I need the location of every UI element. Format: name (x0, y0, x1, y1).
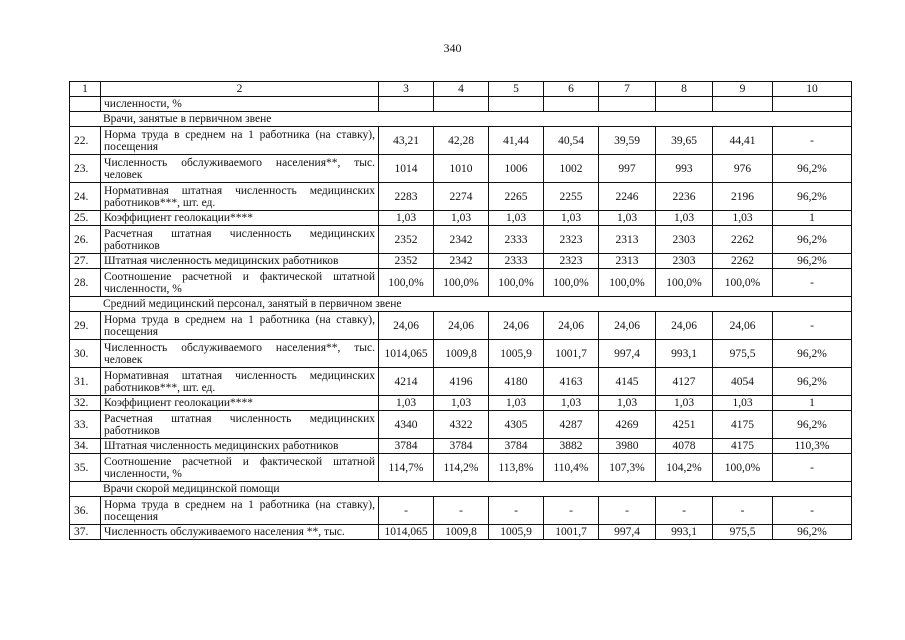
value-cell: 2352 (379, 226, 434, 254)
table-row (70, 411, 852, 439)
value-cell: 1014,065 (379, 340, 434, 368)
row-label: Расчетная штатная численность медицинских работников (101, 411, 379, 439)
table-row (70, 254, 852, 269)
row-label: Коэффициент геолокации**** (101, 396, 379, 411)
section-title: Врачи, занятые в первичном звене (70, 112, 852, 127)
value-cell: 44,41 (713, 127, 773, 155)
value-cell: - (544, 497, 599, 525)
value-cell: 1 (773, 211, 852, 226)
row-label: Численность обслуживаемого населения **, тыс. (101, 525, 379, 540)
value-cell: 2265 (489, 183, 544, 211)
value-cell: 1009,8 (434, 340, 489, 368)
value-cell: 2255 (544, 183, 599, 211)
table-row (70, 396, 852, 411)
value-cell: 1,03 (379, 211, 434, 226)
row-label: Коэффициент геолокации**** (101, 211, 379, 226)
value-cell: 2313 (599, 226, 656, 254)
staffing-table (69, 81, 852, 540)
value-cell: 100,0% (544, 269, 599, 297)
value-cell: 1005,9 (489, 525, 544, 540)
value-cell: 114,2% (434, 454, 489, 482)
row-number: 37. (70, 525, 101, 540)
value-cell: 4163 (544, 368, 599, 396)
value-cell: 2303 (656, 254, 713, 269)
table-row (70, 368, 852, 396)
value-cell: 1 (773, 396, 852, 411)
value-cell: 100,0% (599, 269, 656, 297)
value-cell: 1006 (489, 155, 544, 183)
row-label: Соотношение расчетной и фактической штатной численности, % (101, 454, 379, 482)
value-cell: - (713, 497, 773, 525)
value-cell: 3784 (379, 439, 434, 454)
row-number: 30. (70, 340, 101, 368)
value-cell: 96,2% (773, 340, 852, 368)
header-cell: 6 (544, 82, 599, 97)
value-cell: 96,2% (773, 525, 852, 540)
value-cell: 100,0% (379, 269, 434, 297)
value-cell: 993,1 (656, 340, 713, 368)
row-label: Численность обслуживаемого населения**, тыс. человек (101, 340, 379, 368)
value-cell: 1,03 (656, 396, 713, 411)
table-row (70, 454, 852, 482)
value-cell: 1014,065 (379, 525, 434, 540)
row-label: Численность обслуживаемого населения**, тыс. человек (101, 155, 379, 183)
value-cell: 4214 (379, 368, 434, 396)
section-row (70, 297, 852, 312)
value-cell: 997,4 (599, 525, 656, 540)
value-cell (379, 97, 434, 112)
value-cell: 4180 (489, 368, 544, 396)
value-cell: 2352 (379, 254, 434, 269)
value-cell: 41,44 (489, 127, 544, 155)
row-number: 33. (70, 411, 101, 439)
section-row (70, 112, 852, 127)
value-cell: 1,03 (544, 396, 599, 411)
row-number: 25. (70, 211, 101, 226)
value-cell: 2323 (544, 226, 599, 254)
value-cell: 2236 (656, 183, 713, 211)
value-cell: 110,4% (544, 454, 599, 482)
value-cell: 1,03 (599, 396, 656, 411)
value-cell: 96,2% (773, 411, 852, 439)
value-cell: 24,06 (599, 312, 656, 340)
table-row (70, 155, 852, 183)
value-cell: - (773, 127, 852, 155)
value-cell: 993,1 (656, 525, 713, 540)
value-cell: 96,2% (773, 226, 852, 254)
row-number: 32. (70, 396, 101, 411)
value-cell: 39,59 (599, 127, 656, 155)
header-cell: 9 (713, 82, 773, 97)
value-cell: - (773, 454, 852, 482)
value-cell: 96,2% (773, 155, 852, 183)
value-cell: 24,06 (656, 312, 713, 340)
row-label: Нормативная штатная численность медицинских работников***, шт. ед. (101, 183, 379, 211)
value-cell (656, 97, 713, 112)
value-cell: 40,54 (544, 127, 599, 155)
row-label: численности, % (101, 97, 379, 112)
value-cell: 100,0% (434, 269, 489, 297)
value-cell: 1,03 (656, 211, 713, 226)
header-cell: 1 (70, 82, 101, 97)
value-cell: 1,03 (489, 396, 544, 411)
value-cell: 2342 (434, 226, 489, 254)
value-cell: 1010 (434, 155, 489, 183)
value-cell: 24,06 (379, 312, 434, 340)
value-cell (434, 97, 489, 112)
header-cell: 10 (773, 82, 852, 97)
table-row (70, 525, 852, 540)
value-cell: 2283 (379, 183, 434, 211)
table-row (70, 97, 852, 112)
value-cell (489, 97, 544, 112)
table-row (70, 269, 852, 297)
header-row (70, 82, 852, 97)
value-cell: 1,03 (379, 396, 434, 411)
value-cell: 3784 (434, 439, 489, 454)
value-cell: 976 (713, 155, 773, 183)
value-cell: 1,03 (713, 211, 773, 226)
value-cell: 2262 (713, 254, 773, 269)
value-cell: 107,3% (599, 454, 656, 482)
value-cell: 997,4 (599, 340, 656, 368)
table-row (70, 211, 852, 226)
value-cell: 2303 (656, 226, 713, 254)
value-cell: - (773, 497, 852, 525)
value-cell: 2313 (599, 254, 656, 269)
value-cell: 24,06 (713, 312, 773, 340)
value-cell: 4251 (656, 411, 713, 439)
value-cell: - (599, 497, 656, 525)
table-row (70, 312, 852, 340)
value-cell: 4127 (656, 368, 713, 396)
table-row (70, 127, 852, 155)
table-row (70, 439, 852, 454)
header-cell: 4 (434, 82, 489, 97)
value-cell: - (489, 497, 544, 525)
value-cell: 113,8% (489, 454, 544, 482)
value-cell: 2274 (434, 183, 489, 211)
value-cell: 42,28 (434, 127, 489, 155)
value-cell: - (773, 312, 852, 340)
value-cell: 1001,7 (544, 525, 599, 540)
value-cell: 4340 (379, 411, 434, 439)
value-cell: 4175 (713, 439, 773, 454)
value-cell: 114,7% (379, 454, 434, 482)
row-label: Расчетная штатная численность медицинских работников (101, 226, 379, 254)
value-cell: 2323 (544, 254, 599, 269)
section-title: Врачи скорой медицинской помощи (70, 482, 852, 497)
value-cell: 997 (599, 155, 656, 183)
row-number: 34. (70, 439, 101, 454)
value-cell: 1,03 (434, 396, 489, 411)
value-cell: 110,3% (773, 439, 852, 454)
table-row (70, 497, 852, 525)
value-cell: 3980 (599, 439, 656, 454)
value-cell (544, 97, 599, 112)
value-cell: 4196 (434, 368, 489, 396)
table-row (70, 226, 852, 254)
value-cell: 96,2% (773, 183, 852, 211)
row-label: Норма труда в среднем на 1 работника (на ставку), посещения (101, 312, 379, 340)
value-cell: 975,5 (713, 340, 773, 368)
row-label: Норма труда в среднем на 1 работника (на ставку), посещения (101, 497, 379, 525)
value-cell: 24,06 (434, 312, 489, 340)
header-cell: 5 (489, 82, 544, 97)
value-cell: 2333 (489, 254, 544, 269)
value-cell: 2333 (489, 226, 544, 254)
page-number: 340 (443, 41, 462, 55)
value-cell: 975,5 (713, 525, 773, 540)
row-number (70, 97, 101, 112)
value-cell: 43,21 (379, 127, 434, 155)
value-cell: 1014 (379, 155, 434, 183)
row-label: Норма труда в среднем на 1 работника (на ставку), посещения (101, 127, 379, 155)
value-cell: 2342 (434, 254, 489, 269)
value-cell: - (773, 269, 852, 297)
value-cell: - (656, 497, 713, 525)
value-cell: 24,06 (544, 312, 599, 340)
value-cell: 3882 (544, 439, 599, 454)
row-label: Штатная численность медицинских работников (101, 439, 379, 454)
row-number: 22. (70, 127, 101, 155)
row-number: 26. (70, 226, 101, 254)
value-cell: 4269 (599, 411, 656, 439)
value-cell: 4305 (489, 411, 544, 439)
row-label: Штатная численность медицинских работников (101, 254, 379, 269)
table-row (70, 340, 852, 368)
row-number: 35. (70, 454, 101, 482)
value-cell (713, 97, 773, 112)
value-cell: 100,0% (656, 269, 713, 297)
value-cell: 2196 (713, 183, 773, 211)
value-cell: 4145 (599, 368, 656, 396)
value-cell: 4078 (656, 439, 713, 454)
value-cell: 1,03 (544, 211, 599, 226)
row-number: 31. (70, 368, 101, 396)
row-label: Соотношение расчетной и фактической штатной численности, % (101, 269, 379, 297)
row-number: 27. (70, 254, 101, 269)
header-cell: 7 (599, 82, 656, 97)
value-cell: 96,2% (773, 368, 852, 396)
row-number: 28. (70, 269, 101, 297)
row-number: 29. (70, 312, 101, 340)
header-cell: 2 (101, 82, 379, 97)
value-cell: 1,03 (489, 211, 544, 226)
value-cell (599, 97, 656, 112)
value-cell: - (434, 497, 489, 525)
value-cell: 1009,8 (434, 525, 489, 540)
section-title: Средний медицинский персонал, занятый в первичном звене (70, 297, 852, 312)
value-cell: 2246 (599, 183, 656, 211)
value-cell: 100,0% (713, 454, 773, 482)
row-number: 36. (70, 497, 101, 525)
value-cell: 39,65 (656, 127, 713, 155)
value-cell: 4322 (434, 411, 489, 439)
section-row (70, 482, 852, 497)
value-cell: 24,06 (489, 312, 544, 340)
row-label: Нормативная штатная численность медицинских работников***, шт. ед. (101, 368, 379, 396)
value-cell: 1005,9 (489, 340, 544, 368)
row-number: 24. (70, 183, 101, 211)
row-number: 23. (70, 155, 101, 183)
table-row (70, 183, 852, 211)
value-cell: 2262 (713, 226, 773, 254)
value-cell: 1,03 (599, 211, 656, 226)
value-cell: 3784 (489, 439, 544, 454)
value-cell: 1002 (544, 155, 599, 183)
value-cell: 1,03 (713, 396, 773, 411)
value-cell: 100,0% (489, 269, 544, 297)
header-cell: 3 (379, 82, 434, 97)
value-cell (773, 97, 852, 112)
header-cell: 8 (656, 82, 713, 97)
value-cell: - (379, 497, 434, 525)
value-cell: 4287 (544, 411, 599, 439)
value-cell: 104,2% (656, 454, 713, 482)
value-cell: 96,2% (773, 254, 852, 269)
value-cell: 4054 (713, 368, 773, 396)
value-cell: 1,03 (434, 211, 489, 226)
value-cell: 1001,7 (544, 340, 599, 368)
value-cell: 100,0% (713, 269, 773, 297)
value-cell: 4175 (713, 411, 773, 439)
value-cell: 993 (656, 155, 713, 183)
